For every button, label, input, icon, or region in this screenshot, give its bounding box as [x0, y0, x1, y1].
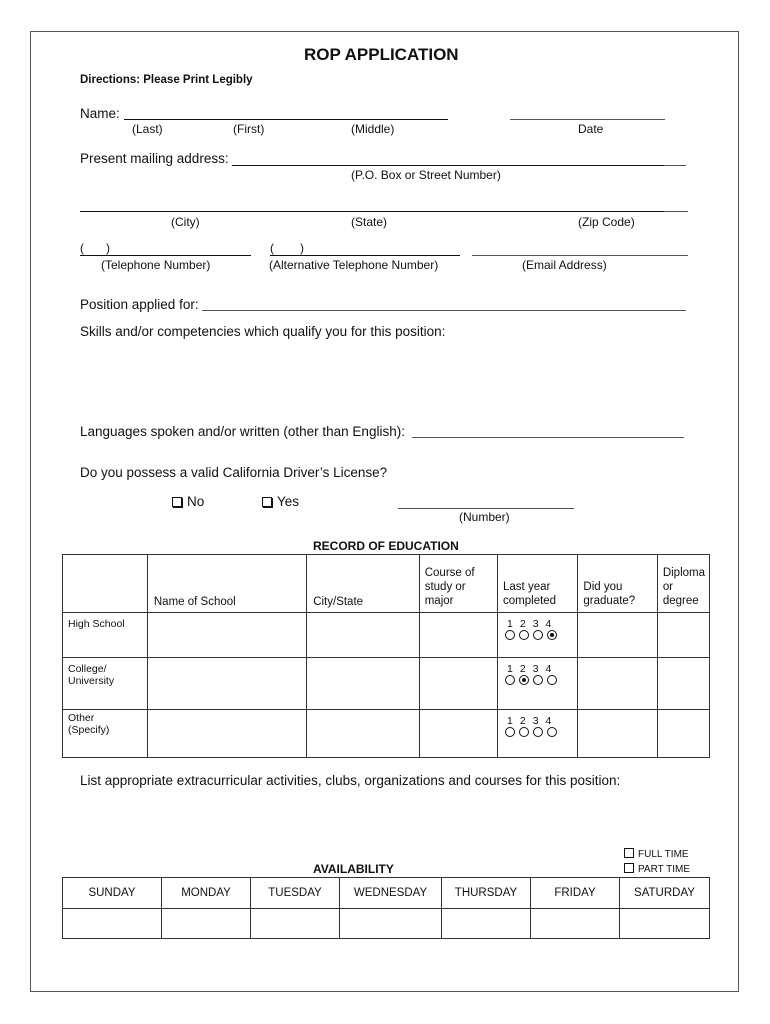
license-option-yes[interactable] — [262, 494, 299, 509]
name-sub-first: (First) — [233, 122, 265, 136]
languages-input-line[interactable] — [412, 437, 684, 438]
street-input-line[interactable] — [232, 165, 664, 166]
availability-cell[interactable] — [63, 909, 162, 939]
year-num: 1 — [507, 715, 513, 727]
license-number-sub: (Number) — [459, 510, 510, 524]
year-1-radio[interactable] — [505, 675, 515, 685]
year-num: 1 — [507, 663, 513, 675]
education-row-college — [63, 658, 710, 710]
date-sub: Date — [578, 122, 604, 136]
name-input-line[interactable] — [124, 119, 448, 120]
cell-city[interactable] — [307, 710, 420, 758]
year-2-radio[interactable] — [519, 727, 529, 737]
cell-course[interactable] — [419, 658, 497, 710]
day-header-thursday: THURSDAY — [442, 878, 531, 909]
year-num: 3 — [532, 618, 539, 630]
year-4-radio[interactable] — [547, 727, 557, 737]
cell-city[interactable] — [307, 658, 420, 710]
alt-phone-input-line[interactable] — [270, 255, 460, 256]
name-label: Name: — [80, 106, 120, 121]
row-label: High School — [63, 613, 148, 658]
cell-school[interactable] — [147, 658, 306, 710]
cell-diploma[interactable] — [657, 613, 709, 658]
year-num: 1 — [507, 618, 513, 630]
cell-graduate[interactable] — [578, 710, 657, 758]
header-diploma: Diploma or degree — [657, 555, 709, 613]
cell-last-year — [498, 710, 578, 758]
cell-course[interactable] — [419, 613, 497, 658]
cell-diploma[interactable] — [657, 710, 709, 758]
checkbox-no-icon[interactable] — [172, 497, 182, 507]
cell-last-year — [498, 658, 578, 710]
year-1-radio[interactable] — [505, 727, 515, 737]
availability-cell[interactable] — [442, 909, 531, 939]
row-label: College/ University — [63, 658, 148, 710]
full-time-label: FULL TIME — [638, 849, 689, 860]
full-time-option[interactable] — [624, 848, 689, 860]
year-num: 2 — [519, 618, 526, 630]
education-row-other — [63, 710, 710, 758]
header-city: City/State — [307, 555, 420, 613]
availability-table — [62, 877, 710, 939]
availability-title: AVAILABILITY — [313, 862, 394, 876]
license-option-no[interactable] — [172, 494, 204, 509]
year-num: 2 — [519, 663, 526, 675]
header-last-year: Last year completed — [498, 555, 578, 613]
availability-cell[interactable] — [620, 909, 710, 939]
phone-sub: (Telephone Number) — [101, 258, 211, 272]
part-time-checkbox-icon[interactable] — [624, 863, 634, 873]
license-no-label: No — [187, 494, 205, 509]
header-course: Course of study or major — [419, 555, 497, 613]
extracurricular-input-area[interactable] — [80, 795, 686, 845]
education-title: RECORD OF EDUCATION — [313, 539, 459, 553]
cell-city[interactable] — [307, 613, 420, 658]
day-header-sunday: SUNDAY — [63, 878, 162, 909]
row-label: Other (Specify) — [63, 710, 148, 758]
street-input-line-tail — [664, 165, 686, 166]
year-num: 4 — [545, 618, 552, 630]
education-table — [62, 554, 710, 758]
year-4-radio[interactable] — [547, 630, 557, 640]
languages-label: Languages spoken and/or written (other than English): — [80, 424, 405, 439]
year-4-radio[interactable] — [547, 675, 557, 685]
city-state-zip-line[interactable] — [80, 211, 664, 212]
cell-school[interactable] — [147, 613, 306, 658]
education-header-blank — [63, 555, 148, 613]
header-graduate: Did you graduate? — [578, 555, 657, 613]
year-2-radio[interactable] — [519, 675, 529, 685]
license-question: Do you possess a valid California Driver’s License? — [80, 465, 388, 480]
part-time-label: PART TIME — [638, 864, 691, 875]
directions: Directions: Please Print Legibly — [80, 74, 253, 86]
extracurricular-label: List appropriate extracurricular activities, clubs, organizations and courses for this position: — [80, 773, 621, 788]
checkbox-yes-icon[interactable] — [262, 497, 272, 507]
education-row-high-school — [63, 613, 710, 658]
year-1-radio[interactable] — [505, 630, 515, 640]
name-sub-middle: (Middle) — [351, 122, 395, 136]
cell-last-year — [498, 613, 578, 658]
header-school: Name of School — [147, 555, 306, 613]
street-sub: (P.O. Box or Street Number) — [351, 168, 501, 182]
alt-phone-paren-open: ( — [270, 241, 274, 255]
skills-label: Skills and/or competencies which qualify you for this position: — [80, 324, 446, 339]
full-time-checkbox-icon[interactable] — [624, 848, 634, 858]
skills-input-area[interactable] — [80, 345, 686, 415]
day-header-tuesday: TUESDAY — [251, 878, 340, 909]
year-num: 4 — [545, 663, 552, 675]
alt-phone-sub: (Alternative Telephone Number) — [269, 258, 439, 272]
email-sub: (Email Address) — [522, 258, 607, 272]
name-sub-last: (Last) — [132, 122, 163, 136]
cell-diploma[interactable] — [657, 658, 709, 710]
city-state-zip-line-tail — [664, 211, 688, 212]
year-num: 3 — [532, 663, 539, 675]
zip-sub: (Zip Code) — [578, 215, 635, 229]
city-sub: (City) — [171, 215, 200, 229]
form-title: ROP APPLICATION — [304, 45, 459, 64]
phone-input-line[interactable] — [80, 255, 251, 256]
date-input-line[interactable] — [510, 119, 665, 120]
availability-cell[interactable] — [531, 909, 620, 939]
year-3-radio[interactable] — [533, 675, 543, 685]
part-time-option[interactable] — [624, 863, 690, 875]
availability-cell[interactable] — [251, 909, 340, 939]
day-header-monday: MONDAY — [162, 878, 251, 909]
cell-graduate[interactable] — [578, 658, 657, 710]
phone-paren-close: ) — [106, 241, 110, 255]
day-header-friday: FRIDAY — [531, 878, 620, 909]
alt-phone-paren-close: ) — [300, 241, 304, 255]
day-header-wednesday: WEDNESDAY — [340, 878, 442, 909]
cell-graduate[interactable] — [578, 613, 657, 658]
year-num: 3 — [532, 715, 539, 727]
position-input-line[interactable] — [202, 310, 686, 311]
position-label: Position applied for: — [80, 297, 199, 312]
license-number-line[interactable] — [398, 508, 574, 509]
address-label: Present mailing address: — [80, 151, 229, 166]
email-input-line[interactable] — [472, 255, 688, 256]
availability-cell[interactable] — [162, 909, 251, 939]
year-num: 4 — [545, 715, 552, 727]
state-sub: (State) — [351, 215, 388, 229]
year-3-radio[interactable] — [533, 727, 543, 737]
cell-school[interactable] — [147, 710, 306, 758]
license-yes-label: Yes — [277, 494, 300, 509]
year-3-radio[interactable] — [533, 630, 543, 640]
year-2-radio[interactable] — [519, 630, 529, 640]
phone-paren-open: ( — [80, 241, 84, 255]
cell-course[interactable] — [419, 710, 497, 758]
availability-cell[interactable] — [340, 909, 442, 939]
day-header-saturday: SATURDAY — [620, 878, 710, 909]
year-num: 2 — [519, 715, 526, 727]
